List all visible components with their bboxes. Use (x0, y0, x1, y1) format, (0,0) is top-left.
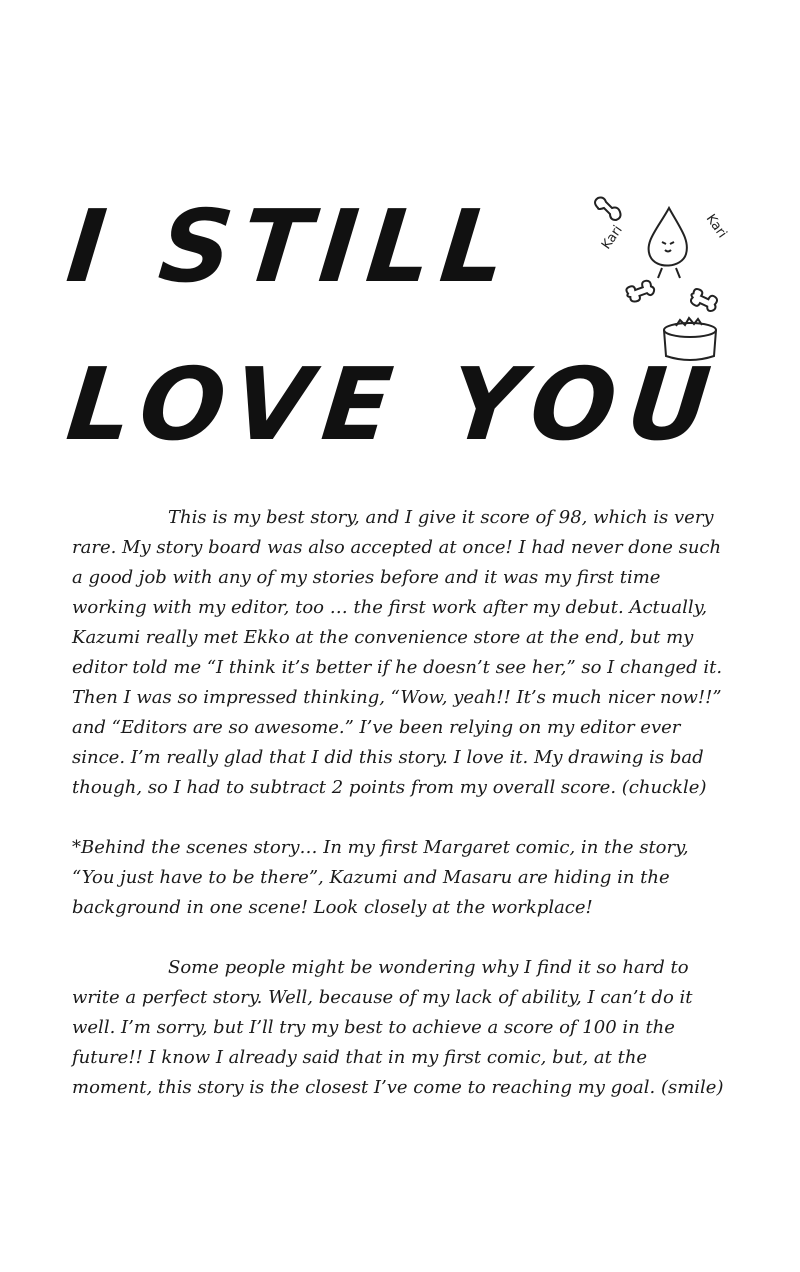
kari-label-left: Kari (598, 223, 626, 253)
bone-icon (688, 287, 720, 313)
paragraph-behind-the-scenes: *Behind the scenes story… In my first Margaret comic, in the story, “You just have to be there”, Kazumi and Masaru are hiding in the background in one scene! Look closely at the workplace! (72, 837, 689, 918)
mascot-doodle (582, 188, 742, 374)
bone-icon (625, 279, 656, 304)
kari-label-right: Kari (702, 211, 730, 241)
bone-icon (595, 198, 621, 221)
paragraph-story-score: This is my best story, and I give it score of 98, which is very rare. My story board was also accepted at once! I had never done such a good job with any of my stories before and it was my first time working with my editor, too … the first work after my debut. Actually, Kazumi really met Ekko at the convenience store at the end, but my editor told me “I think it’s better if he doesn’t see her,” so I changed it. Then I was so impressed thinking, “Wow, yeah!! It’s much nicer now!!” and “Editors are so awesome.” I’ve been relying on my editor ever since. I’m really glad that I did this story. I love it. My drawing is bad though, so I had to subtract 2 points from my overall score. (chuckle) (72, 507, 723, 798)
title-line-1: I STILL (61, 188, 522, 305)
paragraph-perfect-story: Some people might be wondering why I find it so hard to write a perfect story. Well, because of my lack of ability, I can’t do it well. I’m sorry, but I’ll try my best to achieve a score of 100 in the future!! I know I already said that in my first comic, but, at the moment, this story is the closest I’ve come to reaching my goal. (smile) (72, 957, 724, 1098)
mascot-icon (649, 208, 687, 278)
food-bowl-icon (664, 318, 716, 360)
title-line-2: LOVE YOU (61, 346, 728, 463)
